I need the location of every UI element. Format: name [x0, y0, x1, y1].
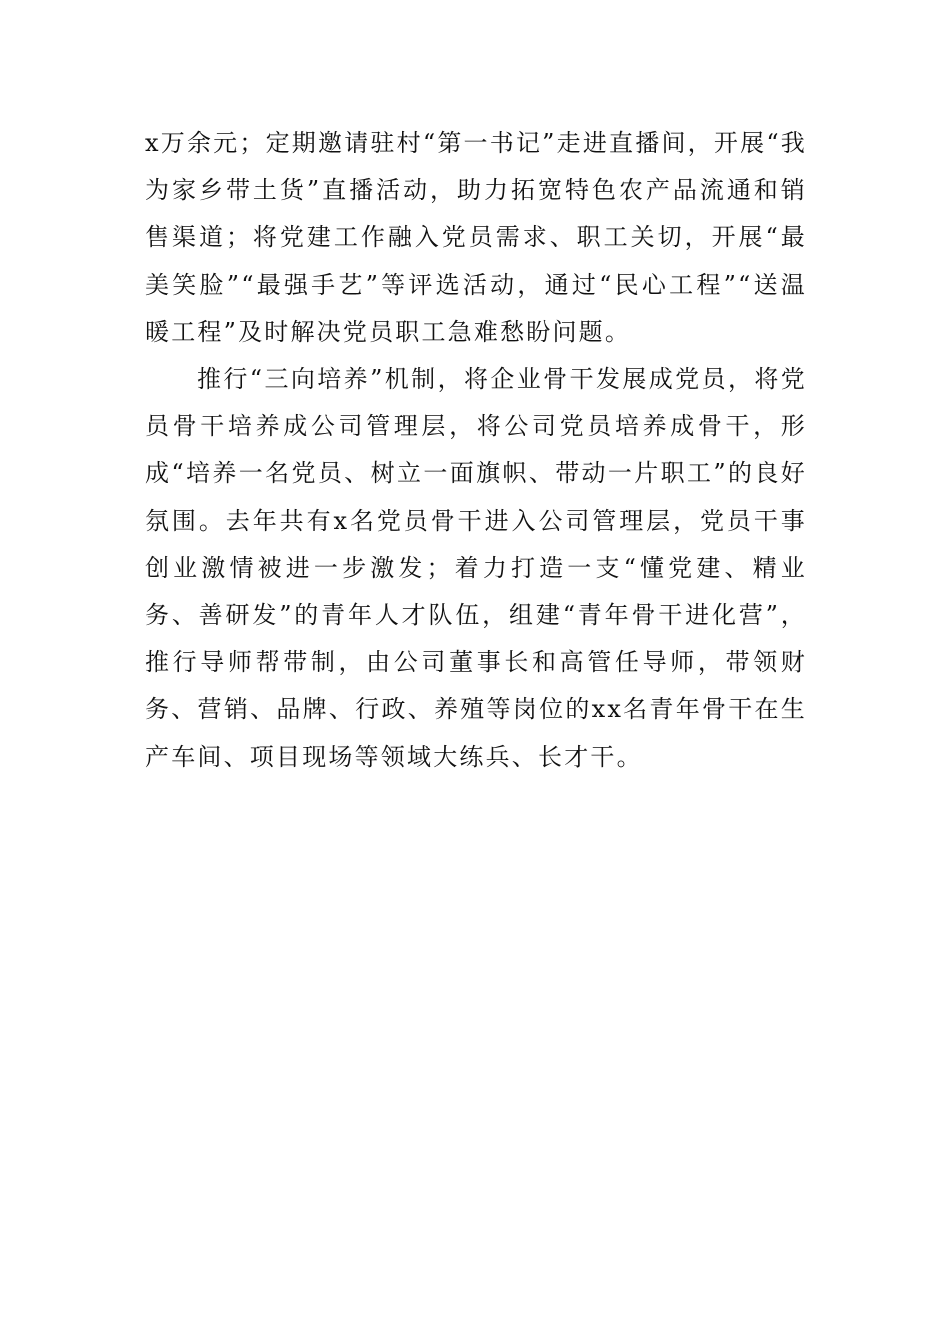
- paragraph-three-way-training: 推行“三向培养”机制，将企业骨干发展成党员，将党员骨干培养成公司管理层，将公司党员培养成骨干，形成“培养一名党员、树立一面旗帜、带动一片职工”的良好氛围。去年共有x名党员骨干进入公司管理层，党员干事创业激情被进一步激发；着力打造一支“懂党建、精业务、善研发”的青年人才队伍，组建“青年骨干进化营”，推行导师帮带制，由公司董事长和高管任导师，带领财务、营销、品牌、行政、养殖等岗位的xx名青年骨干在生产车间、项目现场等领域大练兵、长才干。: [145, 365, 807, 771]
- document-body: [145, 120, 807, 781]
- paragraph-continuation: x万余元；定期邀请驻村“第一书记”走进直播间，开展“我为家乡带土货”直播活动，助力拓宽特色农产品流通和销售渠道；将党建工作融入党员需求、职工关切，开展“最美笑脸”“最强手艺”等评选活动，通过“民心工程”“送温暖工程”及时解决党员职工急难愁盼问题。: [145, 129, 807, 346]
